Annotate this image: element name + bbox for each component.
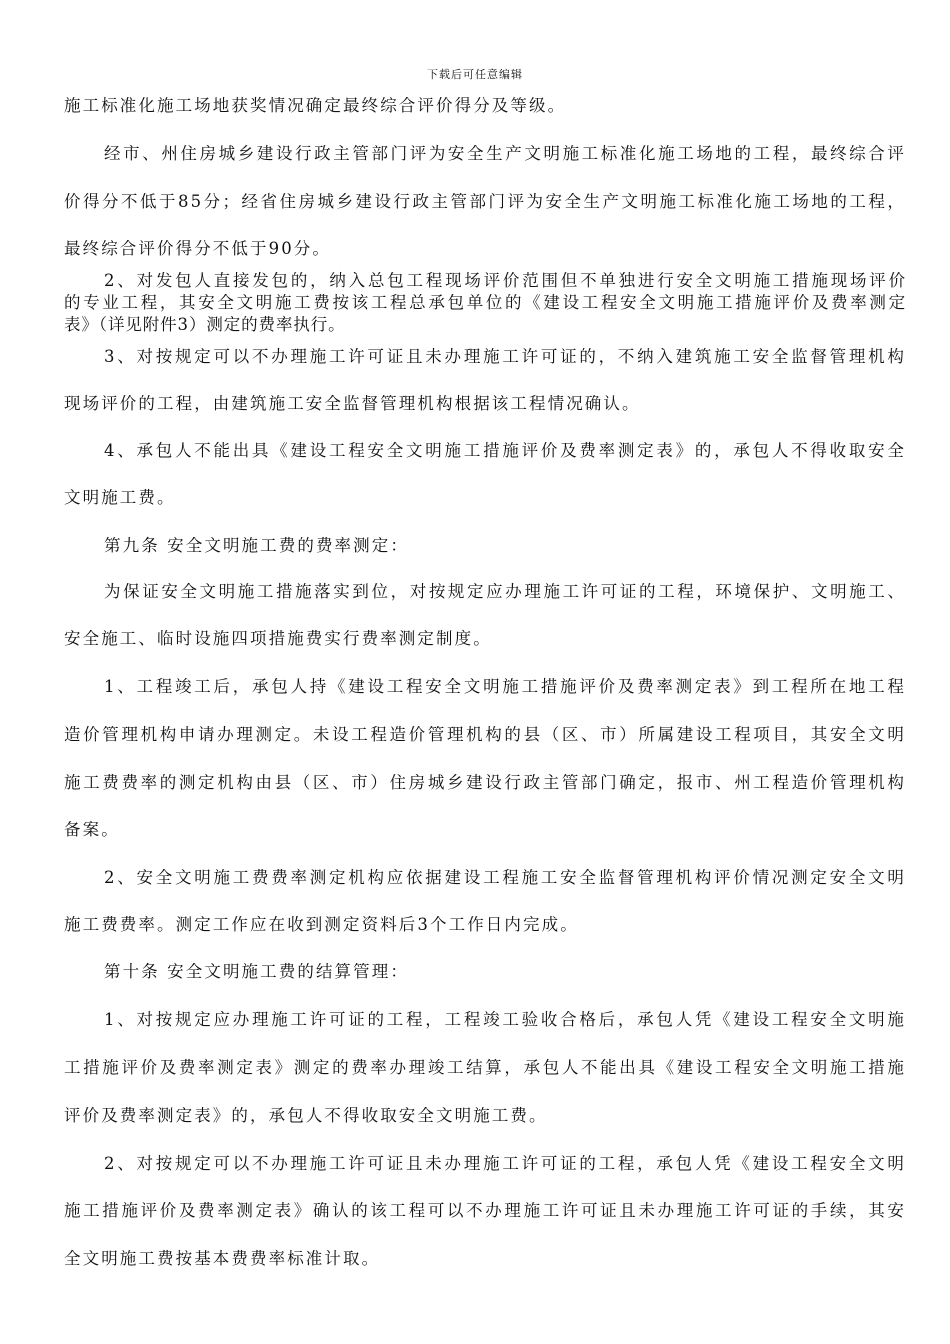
body-line: 的专业工程，其安全文明施工费按该工程总承包单位的《建设工程安全文明施工措施评价及费率测定 [64, 293, 906, 312]
body-line: 2、对发包人直接发包的，纳入总包工程现场评价范围但不单独进行安全文明施工措施现场评价 [104, 271, 906, 290]
body-line: 评价及费率测定表》的，承包人不得收取安全文明施工费。 [64, 1106, 548, 1125]
body-line: 2、对按规定可以不办理施工许可证且未办理施工许可证的工程，承包人凭《建设工程安全文明 [104, 1154, 906, 1173]
page-header-note: 下载后可任意编辑 [427, 68, 523, 81]
body-line: 经市、州住房城乡建设行政主管部门评为安全生产文明施工标准化施工场地的工程，最终综合评 [104, 144, 906, 163]
body-line: 造价管理机构申请办理测定。未设工程造价管理机构的县（区、市）所属建设工程项目，其安全文明 [64, 725, 906, 744]
body-line: 全文明施工费按基本费费率标准计取。 [64, 1249, 381, 1268]
body-line: 施工费费率。测定工作应在收到测定资料后3个工作日内完成。 [64, 915, 579, 934]
body-line: 1、工程竣工后，承包人持《建设工程安全文明施工措施评价及费率测定表》到工程所在地工程 [104, 677, 906, 696]
body-line: 表》（详见附件3）测定的费率执行。 [64, 315, 346, 334]
body-line: 现场评价的工程，由建筑施工安全监督管理机构根据该工程情况确认。 [64, 394, 641, 413]
body-line: 1、对按规定应办理施工许可证的工程，工程竣工验收合格后，承包人凭《建设工程安全文明施 [104, 1010, 906, 1029]
body-line: 工措施评价及费率测定表》测定的费率办理竣工结算，承包人不能出具《建设工程安全文明施工措施 [64, 1058, 906, 1077]
body-line: 施工措施评价及费率测定表》确认的该工程可以不办理施工许可证且未办理施工许可证的手续，其安 [64, 1201, 906, 1220]
body-line: 最终综合评价得分不低于90分。 [64, 239, 331, 258]
body-line: 2、安全文明施工费费率测定机构应依据建设工程施工安全监督管理机构评价情况测定安全文明 [104, 868, 906, 887]
article-heading: 第九条 安全文明施工费的费率测定： [104, 536, 409, 555]
body-line: 备案。 [64, 820, 120, 839]
body-line: 4、承包人不能出具《建设工程安全文明施工措施评价及费率测定表》的，承包人不得收取安全 [104, 441, 906, 460]
body-line: 安全施工、临时设施四项措施费实行费率测定制度。 [64, 629, 492, 648]
article-heading: 第十条 安全文明施工费的结算管理： [104, 962, 409, 981]
body-line: 文明施工费。 [64, 488, 176, 507]
body-line: 3、对按规定可以不办理施工许可证且未办理施工许可证的，不纳入建筑施工安全监督管理机构 [104, 347, 906, 366]
body-line: 价得分不低于85分；经省住房城乡建设行政主管部门评为安全生产文明施工标准化施工场地的工程， [64, 192, 906, 211]
body-line: 为保证安全文明施工措施落实到位，对按规定应办理施工许可证的工程，环境保护、文明施工、 [104, 582, 906, 601]
body-line: 施工费费率的测定机构由县（区、市）住房城乡建设行政主管部门确定，报市、州工程造价管理机构 [64, 773, 906, 792]
body-line: 施工标准化施工场地获奖情况确定最终综合评价得分及等级。 [64, 96, 567, 115]
